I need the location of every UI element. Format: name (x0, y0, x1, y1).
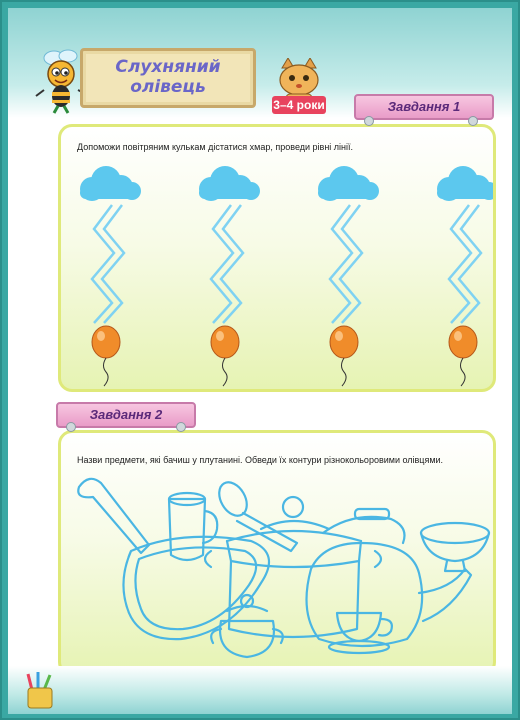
balloon-icon (330, 326, 358, 358)
age-badge: 3–4 роки (273, 98, 325, 112)
task1-instruction: Допоможи повітряним кулькам дістатися хмар, проведи рівні лінії. (77, 142, 354, 152)
title-line-1: Слухняний (115, 57, 221, 77)
pencil-cup-icon (22, 672, 60, 712)
zigzag-lane (330, 205, 352, 323)
zigzag-lane (211, 205, 233, 323)
balloon-string (461, 358, 466, 386)
kettle-outline (307, 509, 472, 646)
task1-illustration (61, 127, 493, 389)
pin-icon (176, 422, 186, 432)
balloon-string (342, 358, 347, 386)
task2-tab: Завдання 2 (56, 402, 196, 428)
cloud-icon (437, 166, 493, 201)
balloon-icon (211, 326, 239, 358)
page-title (83, 57, 253, 97)
balloon-shine (216, 331, 224, 341)
cloud-icon (199, 166, 260, 201)
balloon-string (223, 358, 228, 386)
worksheet (8, 8, 512, 714)
title-line-2: олівець (130, 77, 206, 97)
task1-panel (58, 124, 496, 392)
task1-tab: Завдання 1 (354, 94, 494, 120)
balloon-shine (335, 331, 343, 341)
title-board (80, 48, 256, 108)
balloon-shine (97, 331, 105, 341)
task2-panel (58, 430, 496, 676)
footer-background (8, 666, 512, 714)
task2-instruction: Назви предмети, які бачиш у плутанині. Обведи їх контури різнокольоровими олівцями. (77, 455, 444, 465)
balloon-shine (454, 331, 462, 341)
balloon-icon (92, 326, 120, 358)
balloon-string (104, 358, 109, 386)
cloud-icon (318, 166, 379, 201)
balloon-icon (449, 326, 477, 358)
zigzag-lane (92, 205, 114, 323)
spoon-outline (214, 477, 297, 551)
tangle-illustration (61, 433, 493, 673)
pin-icon (364, 116, 374, 126)
bowl-outline (421, 523, 489, 571)
zigzag-lane (449, 205, 471, 323)
pin-icon (468, 116, 478, 126)
pin-icon (66, 422, 76, 432)
cloud-icon (80, 166, 141, 201)
